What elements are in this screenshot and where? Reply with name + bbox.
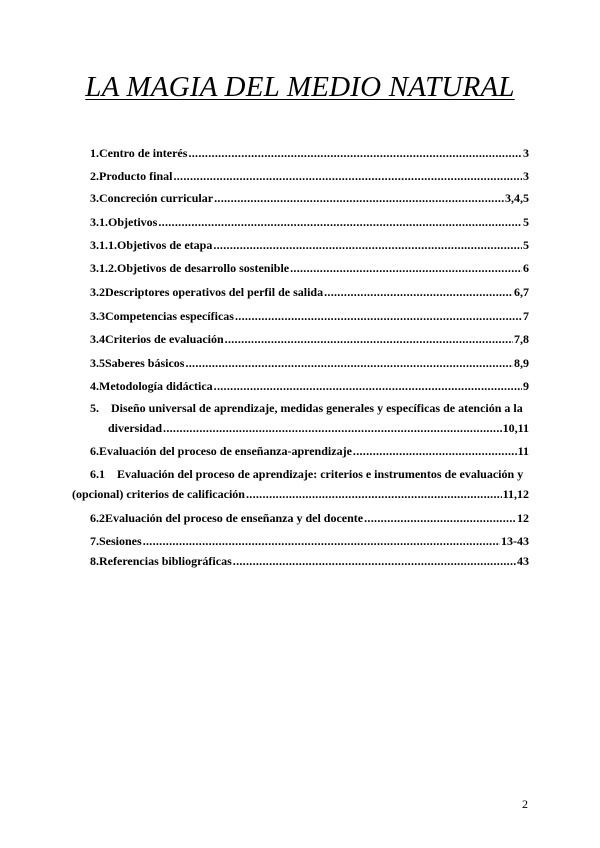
toc-entry-number: 8.: [90, 554, 99, 568]
toc-entry-3-1[interactable]: [90, 214, 529, 230]
toc-entry-number: 3.4: [90, 332, 105, 346]
toc-entry-page: 11,12: [502, 487, 529, 501]
dot-leader: [213, 237, 522, 253]
toc-entry-page: 9: [523, 379, 529, 393]
dot-leader: [290, 260, 522, 276]
toc-entry-page: 7,8: [514, 332, 529, 346]
dot-leader: [225, 331, 513, 347]
toc-entry-3-1-2[interactable]: [90, 260, 529, 276]
toc-entry-number: 6.1: [90, 467, 105, 481]
toc-entry-label-continuation: diversidad: [108, 421, 163, 435]
toc-entry-2[interactable]: [90, 168, 529, 184]
toc-entry-label: Producto final: [99, 169, 173, 183]
toc-entry-page: 3: [523, 169, 529, 183]
toc-entry-label: Referencias bibliográficas: [99, 554, 232, 568]
toc-entry-page: 43: [517, 554, 529, 568]
dot-leader: [143, 533, 500, 549]
toc-entry-page: 10,11: [502, 421, 529, 435]
toc-entry-number: 4.: [90, 379, 99, 393]
toc-entry-number: 6.2: [90, 511, 105, 525]
toc-entry-label: Evaluación del proceso de aprendizaje: criterios e instrumentos de evaluación y: [117, 467, 524, 481]
toc-entry-label: Saberes básicos: [105, 356, 185, 370]
toc-entry-label: Centro de interés: [99, 146, 188, 160]
toc-entry-3-1-1[interactable]: [90, 237, 529, 253]
toc-entry-6[interactable]: [90, 443, 529, 459]
toc-entry-4[interactable]: [90, 378, 529, 394]
toc-entry-number: 6.: [90, 444, 99, 458]
toc-entry-page: 5: [523, 215, 529, 229]
toc-entry-page: 5: [523, 238, 529, 252]
toc-entry-6-2[interactable]: [90, 510, 529, 526]
dot-leader: [324, 284, 513, 300]
toc-entry-label: Concreción curricular: [99, 191, 214, 205]
toc-entry-label: Descriptores operativos del perfil de salida: [105, 285, 324, 299]
toc-entry-page: 11: [517, 444, 529, 458]
toc-entry-3[interactable]: [90, 190, 529, 206]
toc-entry-number: 3.: [90, 191, 99, 205]
dot-leader: [163, 420, 502, 436]
toc-entry-page: 6,7: [514, 285, 529, 299]
toc-entry-label: Diseño universal de aprendizaje, medidas generales y específicas de atención a la: [111, 401, 523, 415]
toc-entry-number: 2.: [90, 169, 99, 183]
dot-leader: [353, 443, 517, 459]
dot-leader: [214, 378, 522, 394]
toc-entry-3-5[interactable]: [90, 355, 529, 371]
toc-entry-page: 12: [517, 511, 529, 525]
toc-entry-6-1[interactable]: [72, 486, 529, 502]
dot-leader: [246, 486, 502, 502]
dot-leader: [173, 168, 522, 184]
toc-entry-label: Sesiones: [99, 534, 142, 548]
dot-leader: [158, 214, 522, 230]
toc-entry-label-continuation: (opcional) criterios de calificación: [72, 487, 245, 501]
toc-entry-number: 3.2: [90, 285, 105, 299]
toc-entry-1[interactable]: [90, 145, 529, 161]
toc-entry-label: Objetivos de etapa: [117, 238, 213, 252]
toc-entry-number: 5.: [90, 401, 99, 415]
toc-entry-label: Competencias específicas: [105, 309, 234, 323]
toc-entry-label: Evaluación del proceso de enseñanza y del docente: [105, 511, 364, 525]
toc-entry-page: 3,4,5: [505, 191, 529, 205]
dot-leader: [364, 510, 516, 526]
toc-entry-6-1-first-line[interactable]: [90, 466, 523, 482]
page-number: 2: [522, 797, 528, 811]
document-title: LA MAGIA DEL MEDIO NATURAL: [85, 71, 515, 103]
toc-entry-number: 3.3: [90, 309, 105, 323]
toc-entry-label: Metodología didáctica: [99, 379, 213, 393]
toc-entry-label: Evaluación del proceso de enseñanza-aprendizaje: [99, 444, 352, 458]
toc-entry-3-3[interactable]: [90, 308, 529, 324]
toc-entry-3-2[interactable]: [90, 284, 529, 300]
toc-entry-number: 1.: [90, 146, 99, 160]
toc-entry-label: Objetivos de desarrollo sostenible: [117, 261, 290, 275]
toc-entry-5-first-line[interactable]: [90, 400, 523, 416]
toc-entry-number: 7.: [90, 534, 99, 548]
toc-entry-page: 7: [523, 309, 529, 323]
dot-leader: [185, 355, 513, 371]
toc-entry-page: 8,9: [514, 356, 529, 370]
toc-entry-label: Criterios de evaluación: [105, 332, 224, 346]
dot-leader: [233, 553, 516, 569]
toc-entry-number: 3.5: [90, 356, 105, 370]
toc-entry-3-4[interactable]: [90, 331, 529, 347]
toc-entry-page: 3: [523, 146, 529, 160]
toc-entry-5[interactable]: [108, 420, 529, 436]
toc-entry-8[interactable]: [90, 553, 529, 569]
toc-entry-page: 13-43: [501, 534, 529, 548]
dot-leader: [188, 145, 522, 161]
toc-entry-label: Objetivos: [108, 215, 158, 229]
toc-entry-number: 3.1.: [90, 215, 108, 229]
dot-leader: [235, 308, 522, 324]
dot-leader: [214, 190, 504, 206]
toc-entry-number: 3.1.1.: [90, 238, 117, 252]
toc-entry-number: 3.1.2.: [90, 261, 117, 275]
toc-entry-page: 6: [523, 261, 529, 275]
toc-entry-7[interactable]: [90, 533, 529, 549]
